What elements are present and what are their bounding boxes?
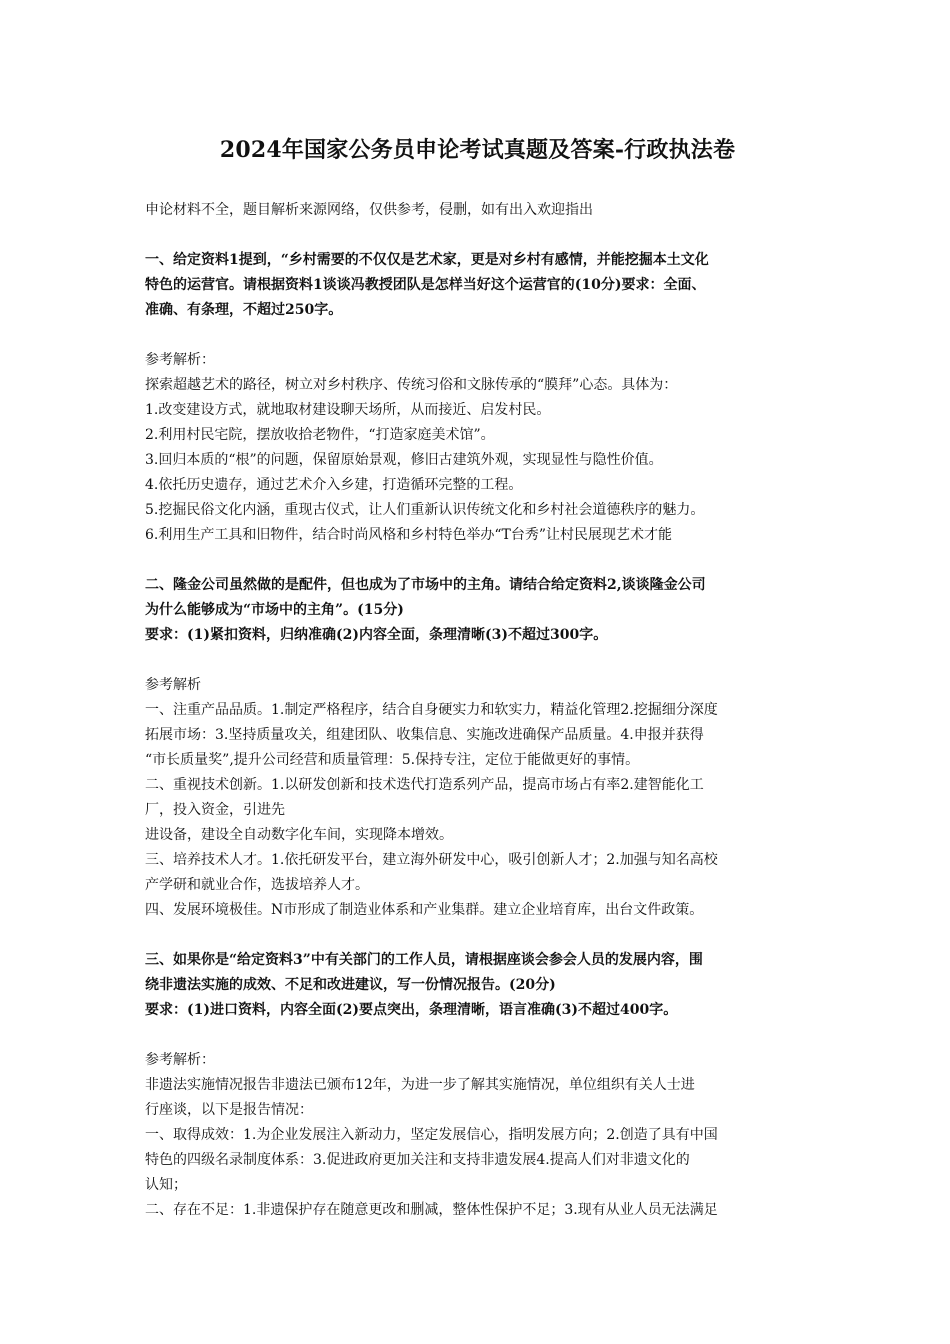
answer-3-line: 认知； (145, 1177, 187, 1193)
answer-2-line: 一、注重产品品质。1.制定严格程序，结合自身硬实力和软实力，精益化管理2.挖掘细分深度 (145, 702, 718, 718)
question-3-line: 三、如果你是“给定资料3”中有关部门的工作人员，请根据座谈会参会人员的发展内容，围 (145, 952, 703, 968)
answer-2-line: 三、培养技术人才。1.依托研发平台，建立海外研发中心，吸引创新人才；2.加强与知名高校 (145, 852, 718, 868)
spacer (145, 548, 810, 573)
spacer (145, 323, 810, 348)
answer-2-label: 参考解析 (145, 677, 201, 693)
spacer (145, 923, 810, 948)
answer-2-line: 二、重视技术创新。1.以研发创新和技术迭代打造系列产品，提高市场占有率2.建智能化工 (145, 777, 704, 793)
answer-2-line: “市长质量奖”,提升公司经营和质量管理：5.保持专注，定位于能做更好的事情。 (145, 752, 640, 768)
document-title: 2024年国家公务员申论考试真题及答案-行政执法卷 (219, 137, 736, 163)
spacer (145, 223, 810, 248)
answer-1-label: 参考解析： (145, 352, 215, 368)
answer-3-line: 二、存在不足：1.非遗保护存在随意更改和删减，整体性保护不足；3.现有从业人员无法满足 (145, 1202, 718, 1218)
question-1-line: 一、给定资料1提到，“乡村需要的不仅仅是艺术家，更是对乡村有感情，并能挖掘本土文化 (145, 252, 709, 268)
question-2-line: 为什么能够成为“市场中的主角”。(15分) (145, 602, 404, 618)
question-3-line: 绕非遗法实施的成效、不足和改进建议，写一份情况报告。(20分) (145, 977, 556, 993)
answer-1-line: 1.改变建设方式，就地取材建设聊天场所，从而接近、启发村民。 (145, 402, 551, 418)
question-3-requirements: 要求：(1)进口资料，内容全面(2)要点突出，条理清晰，语言准确(3)不超过400字。 (145, 1002, 678, 1018)
answer-3-line: 非遗法实施情况报告非遗法已颁布12年，为进一步了解其实施情况，单位组织有关人士进 (145, 1077, 695, 1093)
answer-1-line: 2.利用村民宅院，摆放收拾老物件，“打造家庭美术馆”。 (145, 427, 495, 443)
answer-1-line: 4.依托历史遗存，通过艺术介入乡建，打造循环完整的工程。 (145, 477, 523, 493)
question-2 (145, 573, 810, 648)
answer-3 (145, 1048, 810, 1223)
answer-2 (145, 673, 810, 923)
question-2-line: 二、隆金公司虽然做的是配件，但也成为了市场中的主角。请结合给定资料2,谈谈隆金公司 (145, 577, 706, 593)
spacer (145, 1023, 810, 1048)
answer-2-line: 厂，投入资金，引进先 (145, 802, 285, 818)
answer-1-line: 探索超越艺术的路径，树立对乡村秩序、传统习俗和文脉传承的“膜拜”心态。具体为： (145, 377, 678, 393)
document-page (145, 128, 810, 1223)
question-3 (145, 948, 810, 1023)
question-2-requirements: 要求：(1)紧扣资料，归纳准确(2)内容全面，条理清晰(3)不超过300字。 (145, 627, 608, 643)
answer-3-label: 参考解析： (145, 1052, 215, 1068)
disclaimer-text: 申论材料不全，题目解析来源网络，仅供参考，侵删，如有出入欢迎指出 (145, 202, 593, 218)
answer-3-line: 行座谈，以下是报告情况： (145, 1102, 313, 1118)
answer-1 (145, 348, 810, 548)
answer-2-line: 产学研和就业合作，选拔培养人才。 (145, 877, 369, 893)
question-1-line: 准确、有条理，不超过250字。 (145, 302, 343, 318)
answer-2-line: 进设备，建设全自动数字化车间，实现降本增效。 (145, 827, 453, 843)
question-1-line: 特色的运营官。请根据资料1谈谈冯教授团队是怎样当好这个运营官的(10分)要求：全面、 (145, 277, 706, 293)
answer-2-line: 拓展市场：3.坚持质量攻关，组建团队、收集信息、实施改进确保产品质量。4.申报并获得 (145, 727, 704, 743)
answer-2-line: 四、发展环境极佳。N市形成了制造业体系和产业集群。建立企业培育库，出台文件政策。 (145, 902, 704, 918)
spacer (145, 648, 810, 673)
answer-3-line: 特色的四级名录制度体系：3.促进政府更加关注和支持非遗发展4.提高人们对非遗文化的 (145, 1152, 690, 1168)
question-1 (145, 248, 810, 323)
answer-3-line: 一、取得成效：1.为企业发展注入新动力，坚定发展信心，指明发展方向；2.创造了具有中国 (145, 1127, 718, 1143)
answer-1-line: 3.回归本质的“根”的问题，保留原始景观，修旧古建筑外观，实现显性与隐性价值。 (145, 452, 663, 468)
answer-1-line: 5.挖掘民俗文化内涵，重现古仪式，让人们重新认识传统文化和乡村社会道德秩序的魅力。 (145, 502, 705, 518)
answer-1-line: 6.利用生产工具和旧物件，结合时尚风格和乡村特色举办“T台秀”让村民展现艺术才能 (145, 527, 673, 543)
